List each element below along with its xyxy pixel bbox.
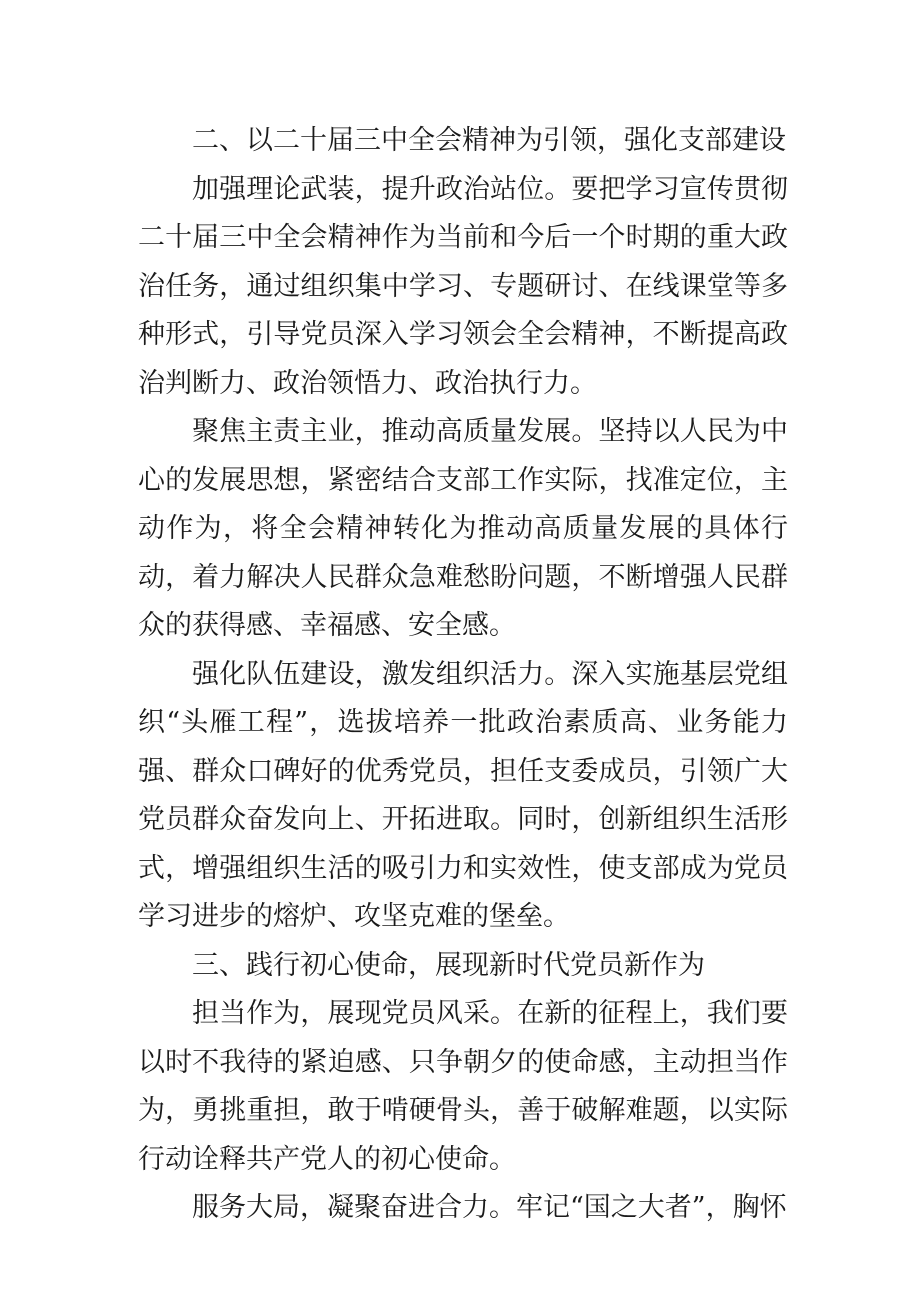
paragraph-theory: 加强理论武装，提升政治站位。要把学习宣传贯彻二十届三中全会精神作为当前和今后一个时期的重大政治任务，通过组织集中学习、专题研讨、在线课堂等多种形式，引导党员深入学习领会全会精神，不断提高政治判断力、政治领悟力、政治执行力。 (138, 173, 788, 399)
paragraph-team-building: 强化队伍建设，激发组织活力。深入实施基层党组织“头雁工程”，选拔培养一批政治素质高、业务能力强、群众口碑好的优秀党员，担任支委成员，引领广大党员群众奋发向上、开拓进取。同时，创新组织生活形式，增强组织生活的吸引力和实效性，使支部成为党员学习进步的熔炉、攻坚克难的堡垒。 (138, 658, 788, 932)
section-heading-2: 二、以二十届三中全会精神为引领，强化支部建设 (192, 125, 786, 156)
section-heading-3: 三、践行初心使命，展现新时代党员新作为 (192, 949, 705, 981)
paragraph-service: 服务大局，凝聚奋进合力。牢记“国之大者”，胸怀 (192, 1192, 787, 1223)
paragraph-responsibility: 担当作为，展现党员风采。在新的征程上，我们要以时不我待的紧迫感、只争朝夕的使命感，主动担当作为，勇挑重担，敢于啃硬骨头，善于破解难题，以实际行动诠释共产党人的初心使命。 (138, 998, 788, 1175)
document-body (138, 117, 788, 1233)
paragraph-development: 聚焦主责主业，推动高质量发展。坚持以人民为中心的发展思想，紧密结合支部工作实际，找准定位，主动作为，将全会精神转化为推动高质量发展的具体行动，着力解决人民群众急难愁盼问题，不断增强人民群众的获得感、幸福感、安全感。 (138, 416, 788, 641)
